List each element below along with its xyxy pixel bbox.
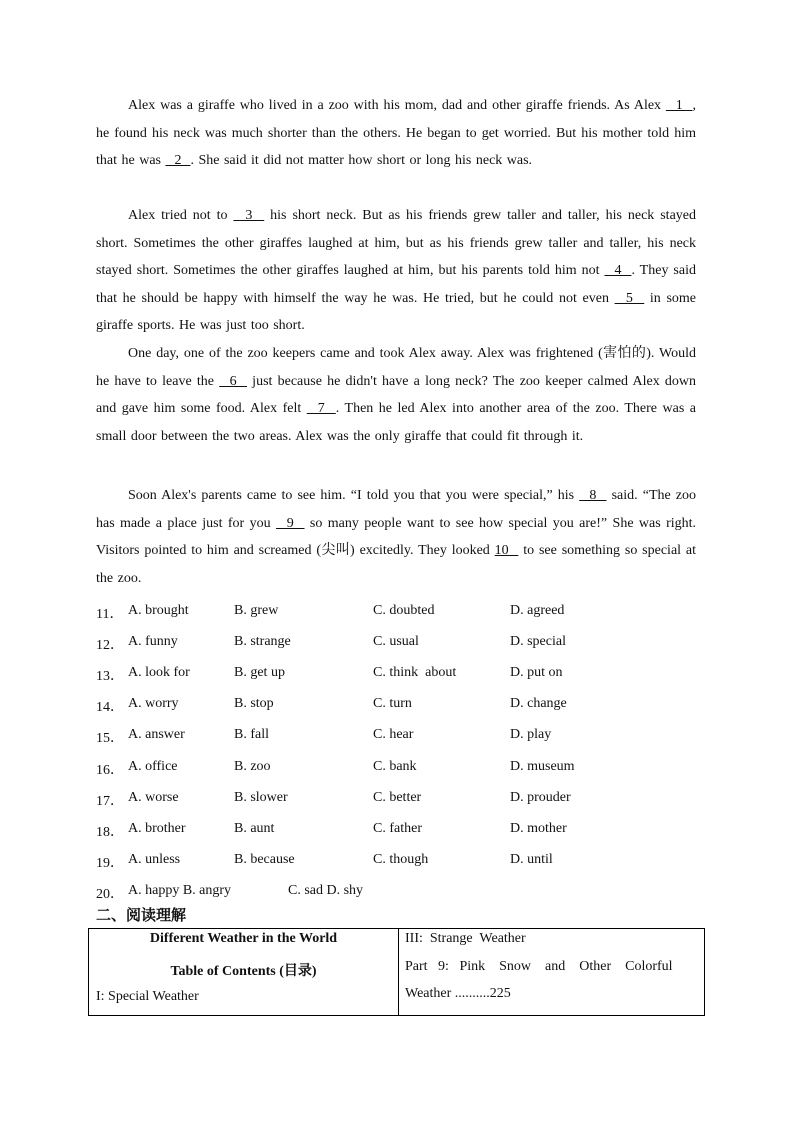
toc-leader-dots: .......... — [454, 986, 490, 1001]
option-b[interactable]: B. get up — [234, 665, 285, 680]
option-d[interactable]: D. until — [510, 852, 553, 867]
question-number: 18． — [96, 825, 124, 840]
option-c[interactable]: C. turn — [373, 696, 412, 711]
option-c[interactable]: C. usual — [373, 634, 419, 649]
option-c[interactable]: C. father — [373, 821, 422, 836]
option-c-d[interactable]: C. sad D. shy — [288, 883, 364, 898]
blank-2: 2 — [165, 153, 191, 169]
question-number: 12． — [96, 638, 124, 653]
text: his short neck. But as his friends grew taller and taller, his neck stayed short. Sometimes the other giraffes laughed at him, but as his friends grew taller and taller, his neck stayed short. Sometimes the other giraffes laughed at him, but his parents told him not — [96, 208, 697, 279]
toc-title: Different Weather in the World — [149, 931, 338, 946]
option-b[interactable]: B. slower — [234, 790, 288, 805]
option-d[interactable]: D. agreed — [510, 603, 565, 618]
option-a[interactable]: A. office — [128, 759, 178, 774]
option-b[interactable]: B. zoo — [234, 759, 271, 774]
toc-left-cell — [89, 929, 399, 1016]
option-b[interactable]: B. because — [234, 852, 295, 867]
option-d[interactable]: D. mother — [510, 821, 567, 836]
toc-part9-line2 — [405, 986, 511, 1002]
option-d[interactable]: D. museum — [510, 759, 575, 774]
text: Alex was a giraffe who lived in a zoo with his mom, dad and other giraffe friends. As Alex — [128, 98, 666, 113]
text: . They said that he should be happy with himself the way he was. He tried, but he could not even — [96, 263, 696, 306]
option-a[interactable]: A. brought — [128, 603, 189, 618]
option-d[interactable]: D. change — [510, 696, 567, 711]
question-number: 19． — [96, 856, 124, 871]
passage-paragraph-4 — [96, 482, 696, 592]
toc-right-cell — [399, 929, 705, 1016]
option-d[interactable]: D. prouder — [510, 790, 571, 805]
question-number: 20． — [96, 887, 124, 902]
question-number: 15． — [96, 731, 124, 746]
text: Weather — [405, 986, 455, 1001]
option-a[interactable]: A. brother — [128, 821, 186, 836]
blank-3: 3 — [233, 208, 265, 223]
text: One day, one of the zoo keepers came and took Alex away. Alex was frightened (害怕的). Would he have to leave the — [96, 346, 696, 389]
option-a-b[interactable]: A. happy B. angry — [128, 883, 232, 898]
option-b[interactable]: B. fall — [234, 727, 269, 742]
option-d[interactable]: D. special — [510, 634, 566, 649]
option-b[interactable]: B. grew — [234, 603, 279, 618]
option-c[interactable]: C. though — [373, 852, 429, 867]
text: Soon Alex's parents came to see him. “I told you that you were special,” his — [128, 488, 580, 503]
passage-paragraph-3 — [96, 340, 696, 450]
text: in some giraffe sports. He was just too short. — [96, 290, 697, 334]
text: just because he didn't have a long neck? The zoo keeper calmed Alex down and gave him some food. Alex felt — [96, 373, 697, 417]
option-a[interactable]: A. unless — [128, 852, 181, 867]
text: Alex tried not to — [128, 208, 234, 223]
passage-paragraph-1 — [96, 92, 696, 175]
blank-7: 7 — [306, 401, 336, 417]
text: said. “The zoo has made a place just for you — [96, 488, 697, 531]
toc-subtitle: Table of Contents (目录) — [170, 964, 317, 979]
text: to see something so special at the zoo. — [96, 543, 697, 586]
passage-paragraph-2 — [96, 202, 696, 340]
option-c[interactable]: C. doubted — [373, 603, 435, 618]
text: so many people want to see how special you are!” She was right. Visitors pointed to him and screamed (尖叫) excitedly. They looked — [96, 515, 697, 559]
blank-4: 4 — [604, 263, 632, 279]
blank-6: 6 — [219, 373, 247, 389]
toc-page-number: 225 — [489, 986, 511, 1001]
text: , he found his neck was much shorter than the others. He began to get worried. But his mother told him that he was — [96, 98, 696, 169]
question-number: 14． — [96, 700, 124, 715]
question-number: 16． — [96, 763, 124, 778]
option-a[interactable]: A. answer — [128, 727, 185, 742]
option-d[interactable]: D. put on — [510, 665, 563, 680]
toc-part9-line1: Part 9: Pink Snow and Other Colorful — [405, 959, 673, 974]
toc-part-iii: III: Strange Weather — [405, 931, 526, 946]
blank-1: 1 — [665, 98, 693, 113]
option-a[interactable]: A. funny — [128, 634, 178, 649]
option-d[interactable]: D. play — [510, 727, 552, 742]
question-number: 17． — [96, 794, 124, 809]
option-b[interactable]: B. stop — [234, 696, 274, 711]
blank-10: 10 — [494, 543, 519, 559]
contents-table — [88, 928, 705, 1016]
question-number: 11． — [96, 607, 124, 622]
blank-9: 9 — [275, 515, 305, 531]
option-c[interactable]: C. hear — [373, 727, 414, 742]
text: . Then he led Alex into another area of the zoo. There was a small door between the two areas. Alex was the only giraffe that could fit through it. — [96, 401, 696, 444]
text: . She said it did not matter how short or long his neck was. — [190, 153, 533, 169]
option-a[interactable]: A. worse — [128, 790, 179, 805]
section-heading: 二、阅读理解 — [96, 906, 187, 924]
option-c[interactable]: C. think about — [373, 665, 457, 680]
option-a[interactable]: A. look for — [128, 665, 190, 680]
blank-8: 8 — [579, 488, 607, 503]
blank-5: 5 — [614, 290, 645, 306]
option-c[interactable]: C. better — [373, 790, 422, 805]
option-b[interactable]: B. strange — [234, 634, 291, 649]
option-a[interactable]: A. worry — [128, 696, 179, 711]
question-number: 13． — [96, 669, 124, 684]
option-b[interactable]: B. aunt — [234, 821, 275, 836]
option-c[interactable]: C. bank — [373, 759, 417, 774]
toc-part-i: I: Special Weather — [96, 989, 199, 1004]
